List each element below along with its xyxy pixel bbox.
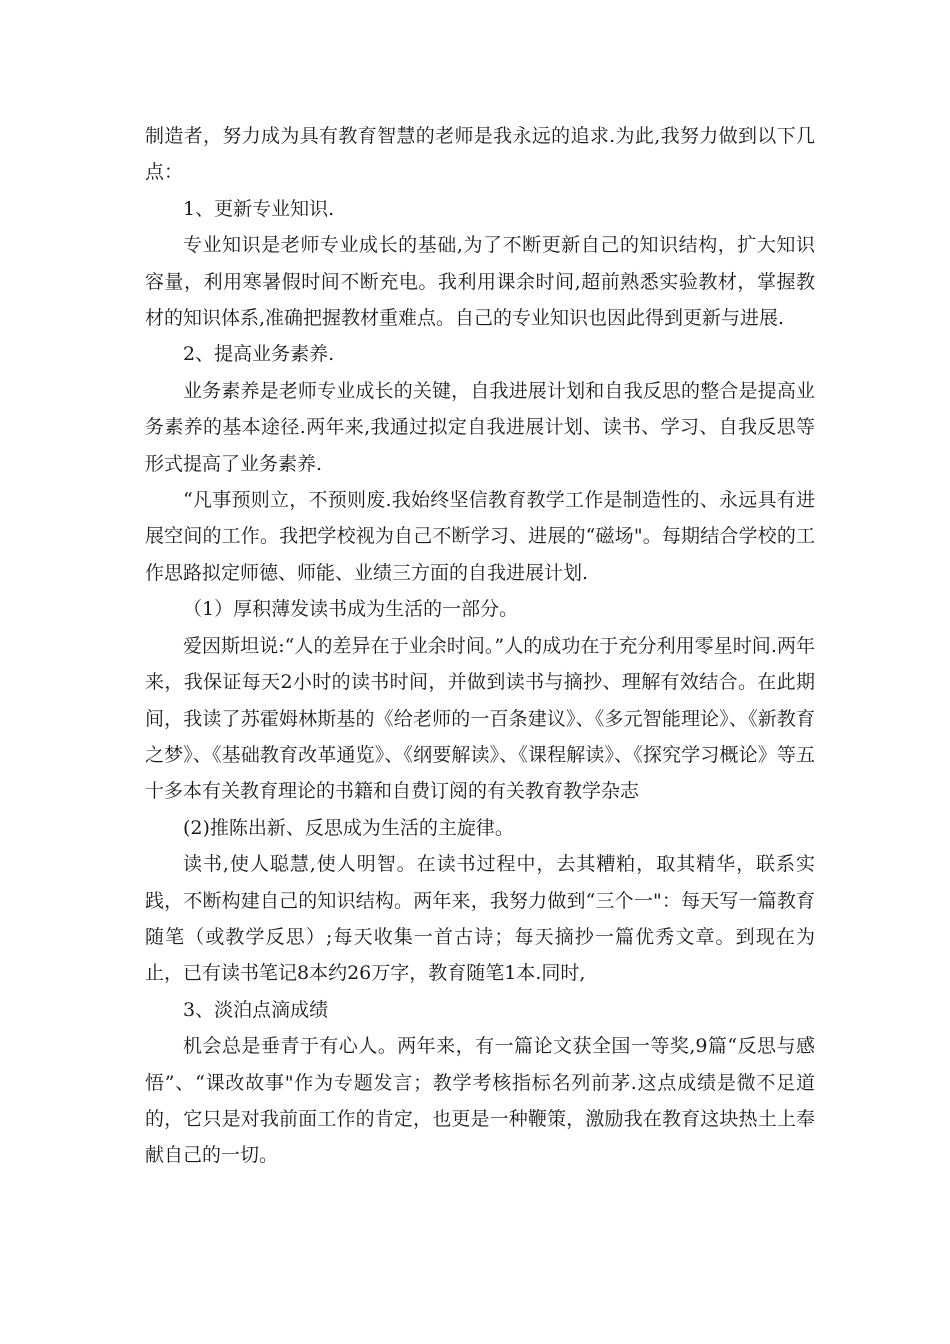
paragraph: “凡事预则立，不预则废.我始终坚信教育教学工作是制造性的、永远具有进展空间的工作。我把学校视为自己不断学习、进展的“磁场"。每期结合学校的工作思路拟定师德、师能、业绩三方面的自我进展计划. [145, 489, 815, 584]
subsection-heading-2: (2)推陈出新、反思成为生活的主旋律。 [183, 816, 514, 839]
paragraph: 业务素养是老师专业成长的关键，自我进展计划和自我反思的整合是提高业务素养的基本途径.两年来,我通过拟定自我进展计划、读书、学习、自我反思等形式提高了业务素养. [145, 379, 815, 475]
paragraph: 爱因斯坦说:“人的差异在于业余时间。”人的成功在于充分利用零星时间.两年来，我保证每天2小时的读书时间，并做到读书与摘抄、理解有效结合。在此期间，我读了苏霍姆林斯基的《给老师的一百条建议》、《多元智能理论》、《新教育之梦》、《基础教育改革通览》、《纲要解读》、《课程解读》、《探究学习概论》等五十多本有关教育理论的书籍和自费订阅的有关教育教学杂志 [145, 634, 815, 803]
section-heading-2: 2、提高业务素养. [183, 343, 335, 366]
paragraph-continued: 制造者，努力成为具有教育智慧的老师是我永远的追求.为此,我努力做到以下几点： [145, 125, 815, 184]
paragraph: 机会总是垂青于有心人。两年来，有一篇论文获全国一等奖,9篇“反思与感悟”、“课改故事"作为专题发言；教学考核指标名列前茅.这点成绩是微不足道的，它只是对我前面工作的肯定，也更是一种鞭策，激励我在教育这块热土上奉献自己的一切。 [145, 1035, 815, 1167]
subsection-heading-1: （1）厚积薄发读书成为生活的一部分。 [183, 598, 519, 621]
document-body [145, 118, 815, 1174]
paragraph: 专业知识是老师专业成长的基础,为了不断更新自己的知识结构，扩大知识容量，利用寒暑假时间不断充电。我利用课余时间,超前熟悉实验教材，掌握教材的知识体系,准确把握教材重难点。自己的专业知识也因此得到更新与进展. [145, 234, 815, 330]
section-heading-1: 1、更新专业知识. [183, 197, 335, 220]
section-heading-3: 3、淡泊点滴成绩 [183, 998, 329, 1021]
paragraph: 读书,使人聪慧,使人明智。在读书过程中，去其糟粕，取其精华，联系实践，不断构建自己的知识结构。两年来，我努力做到“三个一"：每天写一篇教育随笔（或教学反思）;每天收集一首古诗；每天摘抄一篇优秀文章。到现在为止，已有读书笔记8本约26万字，教育随笔1本.同时, [145, 853, 815, 985]
